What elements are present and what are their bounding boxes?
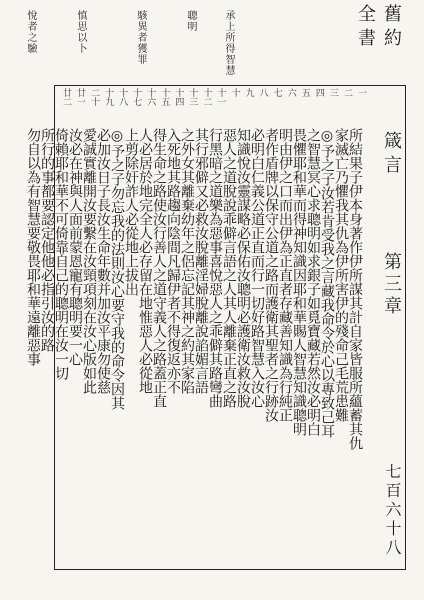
chapter-label: 箴言: [381, 131, 402, 179]
text-column: 人必居於地完全人必存留在地惟惡人必從地: [137, 128, 153, 394]
page-number: 七百六十八: [383, 462, 402, 558]
verse-number: 十六: [145, 88, 156, 106]
verse-number: 二: [341, 88, 352, 97]
text-column: 必明白仁義公道正直而行一切好路智慧入汝心: [249, 128, 265, 408]
verse-number: 四: [313, 88, 324, 97]
marginal-note: 聰明: [185, 10, 196, 32]
verse-number: 十: [229, 88, 240, 97]
text-column: 明由伊之口而出伊為正直者存藏善知識為行純正: [277, 128, 293, 422]
text-column: 汝必在神與人面前蒙恩寵有聰明要一心: [67, 128, 83, 366]
verse-number: 十三: [187, 88, 198, 106]
verse-number: 十五: [159, 88, 170, 106]
text-column: 其行邪僻又必救汝脫離淫婦脫離說諂媚言語: [193, 128, 209, 394]
marginal-note: 慎思以卜: [75, 10, 86, 54]
text-column: 惡人之道脫說乖僻言語之人其人離棄正直之路: [221, 128, 237, 408]
marginal-note: 悅者之驗: [25, 10, 36, 54]
marginal-note: 承上所得智慧: [223, 10, 234, 76]
verse-number: 廿一: [75, 88, 86, 106]
verse-number-strip: [60, 88, 365, 124]
chapter-number: 第三章: [381, 252, 402, 318]
scripture-text: [25, 128, 363, 566]
verse-number: 十七: [131, 88, 142, 106]
text-column: 知識悅汝靈謀略必保佑汝聰明必護衛汝救汝脫: [235, 128, 251, 408]
text-column: 必加汝日子長汝生命年數并加汝平康勿使慈: [95, 128, 111, 394]
text-column: 家滅亡乃懼我其仇為伊所害伊的殘命己毛荒患難: [333, 128, 349, 422]
verse-number: 一: [355, 88, 366, 97]
text-column: 所結果子伊本身著作伊所謀其計自家皆服所蘊蓄其仇: [347, 128, 363, 450]
text-column: 所行的事都要認定他他必指引汝的路: [39, 128, 55, 352]
text-column: 畏懼耶和華而得神知識因耶和華賜人智慧知識聰明: [291, 128, 307, 436]
verse-number: 十二: [201, 88, 212, 106]
text-column: 得生命之路使汝行善人之道守義人之路蓋正直: [151, 128, 167, 408]
verse-number: 六: [285, 88, 296, 97]
marginal-note: 駭異者獲罪: [135, 10, 146, 65]
text-column: 之智慧冥心求聰明如求銀子如覓寶藏若然汝必明白: [305, 128, 321, 436]
text-column: 之外女其離棄幼年之侶忘記其神之約其家陷: [179, 128, 195, 394]
verse-number: 廿二: [61, 88, 71, 106]
text-column: 愛誠實離開汝要繫在汝頸項刻在汝心版如此: [81, 128, 97, 394]
verse-number: 三: [327, 88, 338, 97]
verse-number: 十八: [117, 88, 128, 106]
verse-number: 十九: [103, 88, 114, 106]
verse-number: 九: [243, 88, 254, 97]
text-column: 上剪除奸詐人必從地上拔出: [123, 128, 139, 296]
text-column: 入死地其路趨向陰間凡歸伊者不得復返亦不: [165, 128, 181, 394]
verse-number: 七: [271, 88, 282, 97]
text-column: 倚賴耶和華不可倚靠自己的聰明在汝一切: [53, 128, 69, 380]
text-column: ◎予之子汝若肯受我之言藏我命令於心以專致己耳: [319, 128, 335, 438]
text-column: 者作盾牌以保守公道之路而護衛其聖者之行跡汝: [263, 128, 279, 422]
book-title: 舊約全書: [355, 4, 402, 52]
text-column: ◎予之子勿忘我的法則汝心要守我的命令因其: [109, 128, 125, 410]
verse-number: 五: [299, 88, 310, 97]
text-column: 勿自以為有智慧要敬畏耶和華遠離惡事: [25, 128, 41, 366]
verse-number: 二十: [89, 88, 100, 106]
verse-number: 十四: [173, 88, 184, 106]
verse-number: 十一: [215, 88, 226, 106]
text-column: 行黑暗之道樂為惡事喜悅惡人之乖僻其路彎曲: [207, 128, 223, 408]
verse-number: 八: [257, 88, 268, 97]
